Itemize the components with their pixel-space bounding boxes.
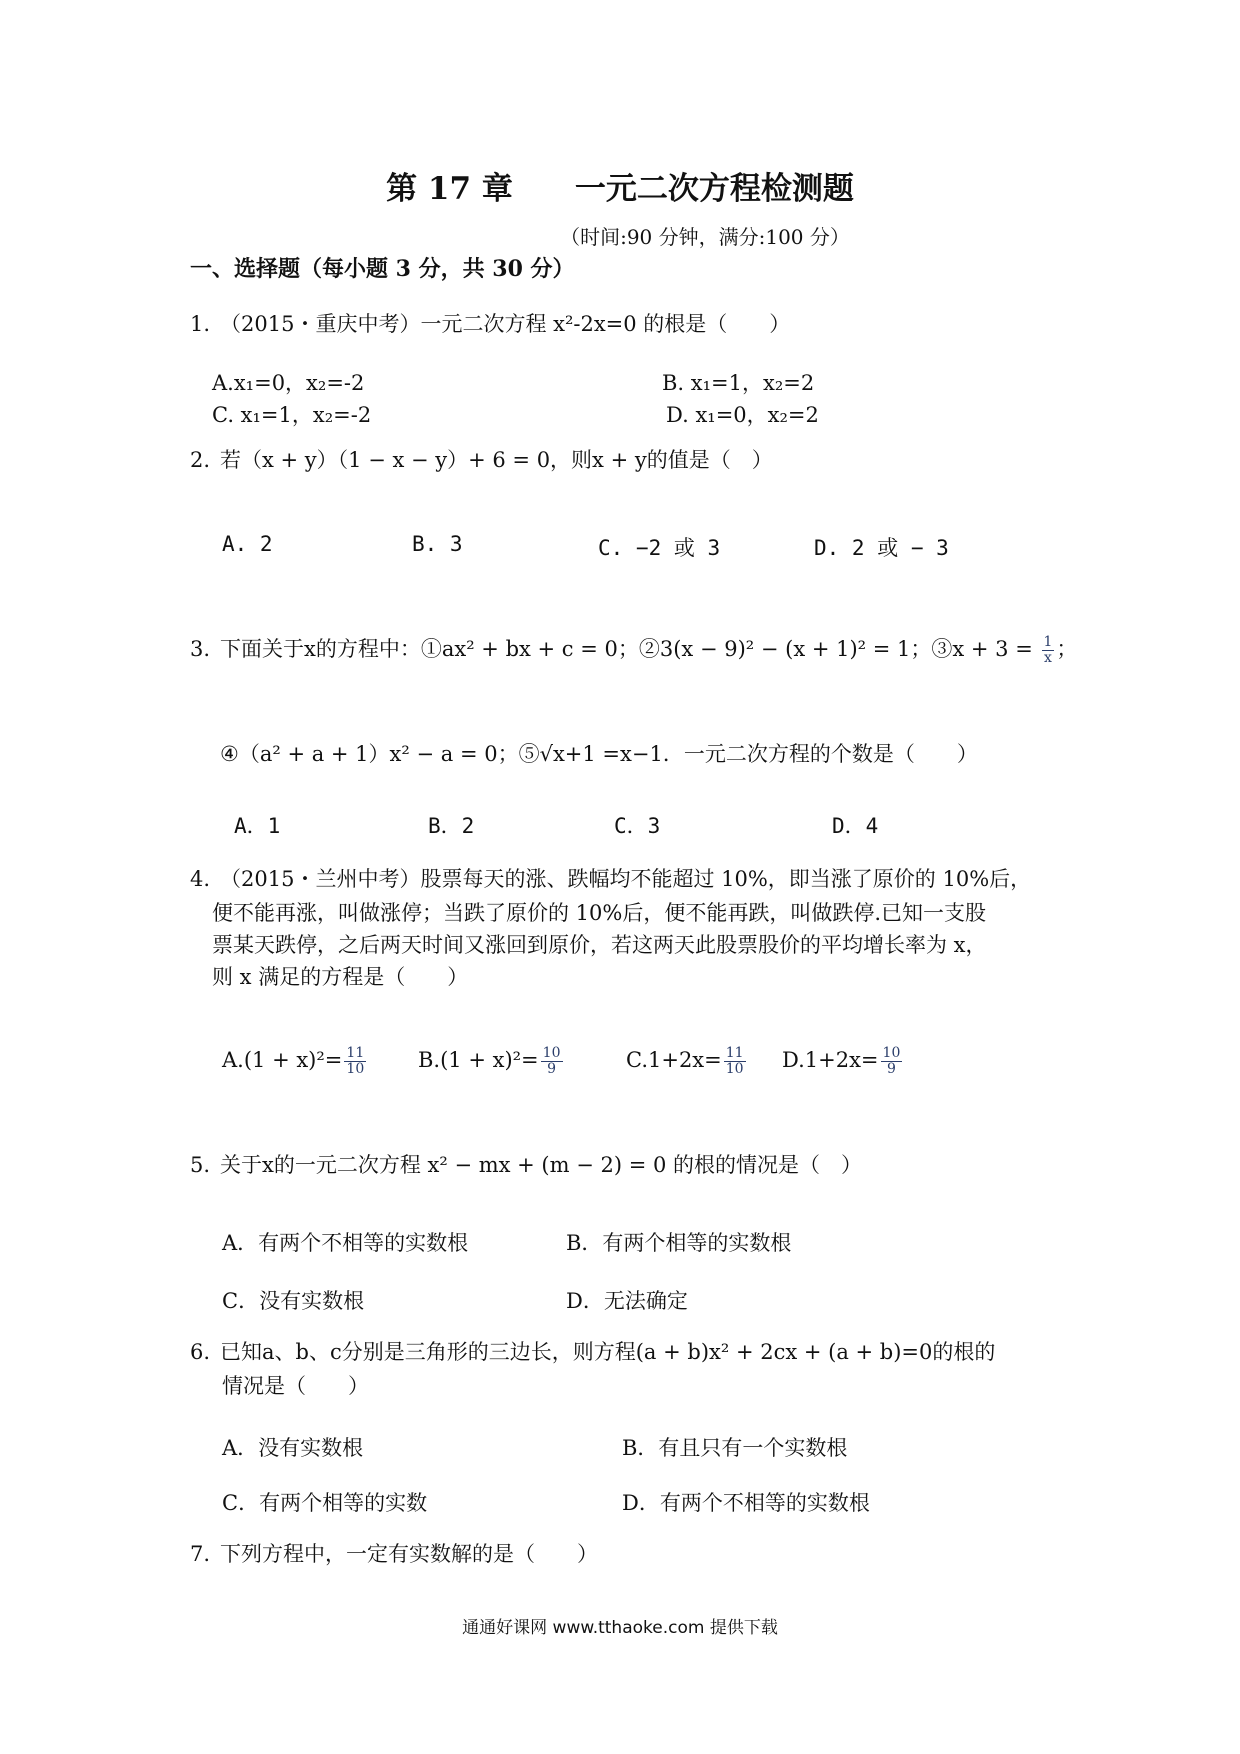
q4-option-b: B.(1 + x)²= $\frac{10}{9}$ xyxy=(418,1045,561,1077)
fraction: $\frac{10}{9}$ xyxy=(542,1045,561,1077)
q6-option-d: D．有两个不相等的实数根 xyxy=(622,1491,870,1515)
q3-option-c: C．3 xyxy=(614,814,661,838)
question-text: 若（x + y）（1 − x − y）+ 6 = 0，则x + y的值是（ ） xyxy=(220,448,773,472)
question-6 xyxy=(190,1336,995,1369)
question-text-line1: （2015・兰州中考）股票每天的涨、跌幅均不能超过 10%，即当涨了原价的 10%后， xyxy=(220,867,1032,891)
q3-option-a: A．1 xyxy=(234,814,281,838)
question-3-line2: ④（a² + a + 1）x² − a = 0；⑤√x+1 =x−1．一元二次方程的个数是（ ） xyxy=(220,742,978,766)
question-text: （2015・重庆中考）一元二次方程 x²-2x=0 的根是（ ） xyxy=(220,312,791,336)
q2-option-a: A. 2 xyxy=(222,532,273,556)
q4-option-a: A.(1 + x)²= $\frac{11}{10}$ xyxy=(222,1045,365,1077)
q1-option-d: D. x₁=0，x₂=2 xyxy=(666,403,819,427)
q3-option-b: B．2 xyxy=(428,814,475,838)
question-text-line1: 下面关于x的方程中：①ax² + bx + c = 0；②3(x − 9)² − (x + 1)² = 1；③x + 3 = xyxy=(220,637,1040,661)
q1-option-a: A.x₁=0，x₂=-2 xyxy=(212,371,365,395)
question-4 xyxy=(190,863,1031,896)
q6-option-b: B．有且只有一个实数根 xyxy=(622,1436,848,1460)
fraction: $\frac{11}{10}$ xyxy=(346,1045,365,1077)
question-number: 1. xyxy=(190,312,211,336)
question-4-line2: 便不能再涨，叫做涨停；当跌了原价的 10%后，便不能再跌，叫做跌停.已知一支股 xyxy=(212,901,987,925)
q6-option-a: A．没有实数根 xyxy=(222,1436,364,1460)
question-number: 7. xyxy=(190,1542,211,1566)
section-heading: 一、选择题（每小题 3 分，共 30 分） xyxy=(190,256,575,282)
page-footer: 通通好课网 www.tthaoke.com 提供下载 xyxy=(462,1618,778,1638)
q2-option-d: D. 2 或 − 3 xyxy=(814,536,949,560)
page-title: 第 17 章 一元二次方程检测题 xyxy=(386,171,854,207)
q3-option-d: D．4 xyxy=(832,814,879,838)
question-4-line3: 票某天跌停，之后两天时间又涨回到原价，若这两天此股票股价的平均增长率为 x， xyxy=(212,933,987,957)
question-number: 6. xyxy=(190,1340,211,1364)
question-3: 3. 下面关于x的方程中：①ax² + bx + c = 0；②3(x − 9)² − (x + 1)² = 1；③x + 3 = $\frac{1}{x}$ ； xyxy=(190,634,1078,666)
question-number: 4. xyxy=(190,867,211,891)
question-number: 3. xyxy=(190,637,211,661)
question-text: 关于x的一元二次方程 x² − mx + (m − 2) = 0 的根的情况是（ ） xyxy=(220,1153,863,1177)
question-1 xyxy=(190,307,790,341)
q4-option-d: D.1+2x= $\frac{10}{9}$ xyxy=(782,1045,901,1077)
question-7 xyxy=(190,1537,598,1571)
q2-option-b: B. 3 xyxy=(412,532,463,556)
q1-option-b: B. x₁=1，x₂=2 xyxy=(662,371,815,395)
question-number: 5. xyxy=(190,1153,211,1177)
q5-option-b: B．有两个相等的实数根 xyxy=(566,1231,792,1255)
q6-option-c: C．有两个相等的实数 xyxy=(222,1491,428,1515)
q1-option-c: C. x₁=1，x₂=-2 xyxy=(212,403,372,427)
q5-option-d: D．无法确定 xyxy=(566,1289,688,1313)
question-number: 2. xyxy=(190,448,211,472)
q4-option-c: C.1+2x= $\frac{11}{10}$ xyxy=(626,1045,744,1077)
fraction: $\frac{11}{10}$ xyxy=(725,1045,744,1077)
fraction: $\frac{10}{9}$ xyxy=(882,1045,901,1077)
page-subtitle: （时间:90 分钟，满分:100 分） xyxy=(560,225,850,249)
q5-option-c: C．没有实数根 xyxy=(222,1289,365,1313)
q2-option-c: C. −2 或 3 xyxy=(598,536,721,560)
question-4-line4: 则 x 满足的方程是（ ） xyxy=(212,965,469,989)
question-6-line2: 情况是（ ） xyxy=(222,1374,369,1398)
question-text: 下列方程中，一定有实数解的是（ ） xyxy=(220,1542,598,1566)
question-text-line1: 已知a、b、c分别是三角形的三边长，则方程(a + b)x² + 2cx + (a + b)=0的根的 xyxy=(220,1340,996,1364)
q5-option-a: A．有两个不相等的实数根 xyxy=(222,1231,469,1255)
question-2 xyxy=(190,443,773,477)
fraction: $\frac{1}{x}$ xyxy=(1043,634,1053,666)
question-5 xyxy=(190,1148,862,1182)
